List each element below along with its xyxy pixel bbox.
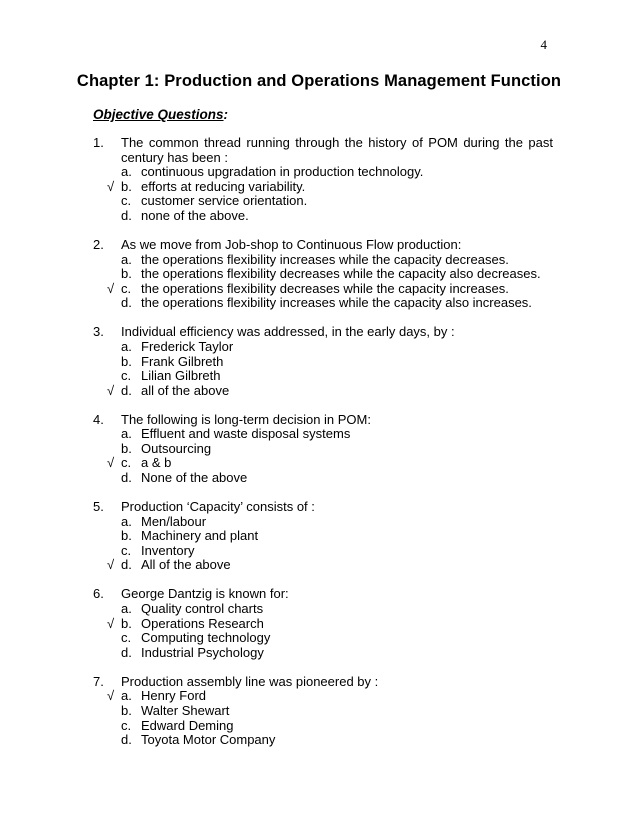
answer-option <box>107 427 553 442</box>
option-list <box>107 165 553 223</box>
question-text: Production assembly line was pioneered by : <box>121 673 379 689</box>
question-text: Production ‘Capacity’ consists of : <box>121 499 315 515</box>
option-text: Computing technology <box>141 630 271 646</box>
question-number: 7. <box>93 673 104 689</box>
option-text: Industrial Psychology <box>141 644 264 660</box>
option-letter: a. <box>121 338 132 354</box>
correct-answer-check-icon: √ <box>107 455 115 471</box>
question-row <box>93 675 553 690</box>
question-list <box>93 136 553 762</box>
answer-option <box>107 209 553 224</box>
option-text: the operations flexibility decreases while the capacity increases. <box>141 280 509 296</box>
option-letter: a. <box>121 251 132 267</box>
question-item <box>93 238 553 311</box>
question-item <box>93 325 553 398</box>
question-text: The following is long-term decision in POM: <box>121 411 371 427</box>
option-text: Toyota Motor Company <box>141 732 276 748</box>
answer-option <box>107 617 553 632</box>
question-number: 6. <box>93 586 104 602</box>
option-text: Effluent and waste disposal systems <box>141 426 351 442</box>
question-number: 4. <box>93 411 104 427</box>
answer-option <box>107 733 553 748</box>
answer-option <box>107 442 553 457</box>
section-heading <box>93 107 228 122</box>
option-list <box>107 427 553 485</box>
option-letter: d. <box>121 644 132 660</box>
answer-option <box>107 558 553 573</box>
option-text: the operations flexibility decreases while the capacity also decreases. <box>141 266 541 282</box>
correct-answer-check-icon: √ <box>107 382 115 398</box>
option-text: None of the above <box>141 470 248 486</box>
option-text: Quality control charts <box>141 600 264 616</box>
option-letter: b. <box>121 178 132 194</box>
option-text: a & b <box>141 455 172 471</box>
option-list <box>107 689 553 747</box>
option-letter: a. <box>121 688 132 704</box>
question-item <box>93 500 553 573</box>
option-text: Henry Ford <box>141 688 207 704</box>
answer-option <box>107 355 553 370</box>
option-text: Frederick Taylor <box>141 338 234 354</box>
option-letter: a. <box>121 513 132 529</box>
option-text: Men/labour <box>141 513 207 529</box>
question-item <box>93 587 553 660</box>
question-row <box>93 136 553 165</box>
option-list <box>107 253 553 311</box>
option-letter: c. <box>121 455 132 471</box>
question-row <box>93 238 553 253</box>
option-letter: c. <box>121 542 132 558</box>
option-text: continuous upgradation in production technology. <box>141 164 424 180</box>
option-letter: b. <box>121 266 132 282</box>
option-letter: c. <box>121 280 132 296</box>
option-letter: c. <box>121 630 132 646</box>
question-text: As we move from Job-shop to Continuous Flow production: <box>121 236 462 252</box>
option-letter: b. <box>121 702 132 718</box>
answer-option <box>107 180 553 195</box>
option-letter: b. <box>121 528 132 544</box>
question-text: The common thread running through the history of POM during the past century has been : <box>121 135 553 165</box>
option-text: Inventory <box>141 542 195 558</box>
option-letter: d. <box>121 382 132 398</box>
page-number: 4 <box>540 37 547 52</box>
answer-option <box>107 194 553 209</box>
answer-option <box>107 515 553 530</box>
question-item <box>93 136 553 224</box>
answer-option <box>107 296 553 311</box>
option-text: efforts at reducing variability. <box>141 178 306 194</box>
option-letter: d. <box>121 557 132 573</box>
answer-option <box>107 340 553 355</box>
option-text: Lilian Gilbreth <box>141 368 221 384</box>
section-heading-colon: : <box>223 107 229 122</box>
option-letter: a. <box>121 600 132 616</box>
question-row <box>93 325 553 340</box>
correct-answer-check-icon: √ <box>107 280 115 296</box>
correct-answer-check-icon: √ <box>107 688 115 704</box>
option-letter: a. <box>121 164 132 180</box>
option-letter: b. <box>121 440 132 456</box>
option-text: Machinery and plant <box>141 528 259 544</box>
option-text: none of the above. <box>141 207 249 223</box>
answer-option <box>107 471 553 486</box>
answer-option <box>107 282 553 297</box>
correct-answer-check-icon: √ <box>107 615 115 631</box>
question-text: George Dantzig is known for: <box>121 586 289 602</box>
option-text: All of the above <box>141 557 231 573</box>
answer-option <box>107 165 553 180</box>
answer-option <box>107 267 553 282</box>
option-letter: d. <box>121 470 132 486</box>
option-text: customer service orientation. <box>141 193 308 209</box>
answer-option <box>107 529 553 544</box>
option-text: Outsourcing <box>141 440 212 456</box>
answer-option <box>107 369 553 384</box>
option-text: Edward Deming <box>141 717 234 733</box>
option-letter: a. <box>121 426 132 442</box>
question-number: 1. <box>93 135 104 150</box>
option-letter: b. <box>121 353 132 369</box>
question-number: 5. <box>93 499 104 515</box>
option-letter: c. <box>121 193 132 209</box>
option-text: all of the above <box>141 382 230 398</box>
answer-option <box>107 384 553 399</box>
correct-answer-check-icon: √ <box>107 178 115 194</box>
question-row <box>93 587 553 602</box>
option-letter: c. <box>121 368 132 384</box>
question-item <box>93 675 553 748</box>
question-text: Individual efficiency was addressed, in the early days, by : <box>121 324 455 340</box>
option-text: the operations flexibility increases while the capacity also increases. <box>141 295 532 311</box>
question-item <box>93 413 553 486</box>
question-number: 3. <box>93 324 104 340</box>
option-letter: d. <box>121 732 132 748</box>
question-number: 2. <box>93 236 104 252</box>
option-text: Operations Research <box>141 615 264 631</box>
option-list <box>107 340 553 398</box>
option-letter: c. <box>121 717 132 733</box>
option-letter: d. <box>121 295 132 311</box>
question-row <box>93 500 553 515</box>
option-text: Walter Shewart <box>141 702 230 718</box>
chapter-title: Chapter 1: Production and Operations Management Function <box>76 72 562 90</box>
option-text: Frank Gilbreth <box>141 353 224 369</box>
answer-option <box>107 631 553 646</box>
answer-option <box>107 456 553 471</box>
option-text: the operations flexibility increases while the capacity decreases. <box>141 251 509 267</box>
answer-option <box>107 689 553 704</box>
option-list <box>107 515 553 573</box>
option-letter: d. <box>121 207 132 223</box>
section-heading-text: Objective Questions <box>93 107 224 122</box>
option-letter: b. <box>121 615 132 631</box>
option-list <box>107 602 553 660</box>
answer-option <box>107 646 553 661</box>
answer-option <box>107 602 553 617</box>
answer-option <box>107 719 553 734</box>
answer-option <box>107 544 553 559</box>
answer-option <box>107 704 553 719</box>
correct-answer-check-icon: √ <box>107 557 115 573</box>
answer-option <box>107 253 553 268</box>
question-row <box>93 413 553 428</box>
